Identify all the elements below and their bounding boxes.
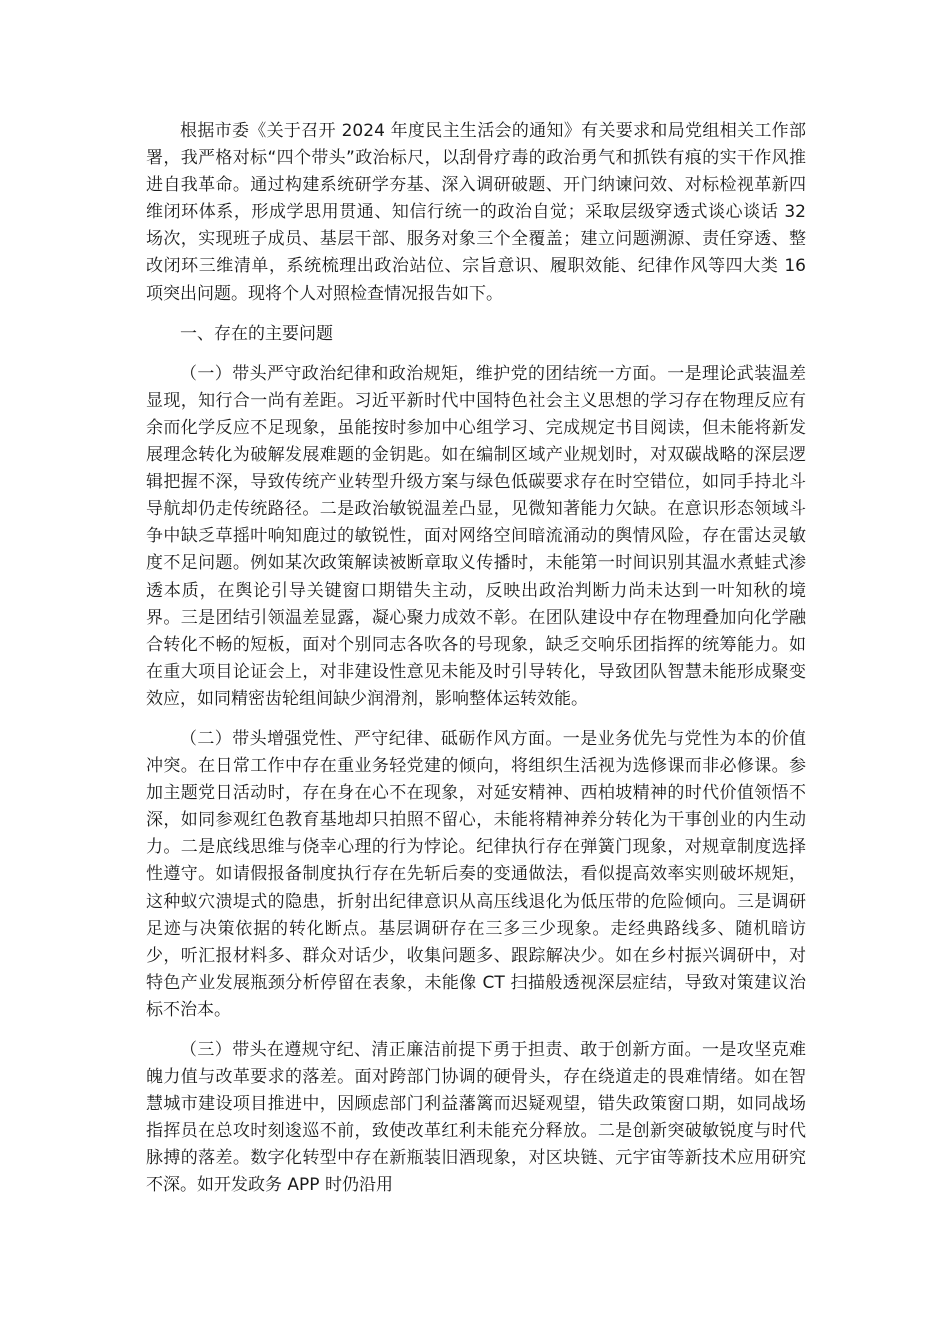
body-paragraph-2: （二）带头增强党性、严守纪律、砥砺作风方面。一是业务优先与党性为本的价值冲突。在日常工作中存在重业务轻党建的倾向，将组织生活视为选修课而非必修课。参加主题党日活动时，存在身在心不在现象，对延安精神、西柏坡精神的时代价值领悟不深，如同参观红色教育基地却只拍照不留心，未能将精神养分转化为干事创业的内生动力。二是底线思维与侥幸心理的行为悖论。纪律执行存在弹簧门现象，对规章制度选择性遵守。如请假报备制度执行存在先斩后奏的变通做法，看似提高效率实则破坏规矩，这种蚁穴溃堤式的隐患，折射出纪律意识从高压线退化为低压带的危险倾向。三是调研足迹与决策依据的转化断点。基层调研存在三多三少现象。走经典路线多、随机暗访少，听汇报材料多、群众对话少，收集问题多、跟踪解决少。如在乡村振兴调研中，对特色产业发展瓶颈分析停留在表象，未能像 CT 扫描般透视深层症结，导致对策建议治标不治本。	[146, 728, 806, 1020]
paragraph-gap	[146, 348, 806, 361]
paragraph-gap	[146, 1024, 806, 1037]
intro-paragraph: 根据市委《关于召开 2024 年度民主生活会的通知》有关要求和局党组相关工作部署，我严格对标“四个带头”政治标尺，以刮骨疗毒的政治勇气和抓铁有痕的实干作风推进自我革命。通过构建系统研学夯基、深入调研破题、开门纳谏问效、对标检视革新四维闭环体系，形成学思用贯通、知信行统一的政治自觉；采取层级穿透式谈心谈话 32 场次，实现班子成员、基层干部、服务对象三个全覆盖；建立问题溯源、责任穿透、整改闭环三维清单，系统梳理出政治站位、宗旨意识、履职效能、纪律作风等四大类 16 项突出问题。现将个人对照检查情况报告如下。	[146, 121, 806, 304]
paragraph-gap	[146, 308, 806, 321]
section-heading: 一、存在的主要问题	[180, 323, 333, 344]
body-paragraph-3: （三）带头在遵规守纪、清正廉洁前提下勇于担责、敢于创新方面。一是攻坚克难魄力值与改革要求的落差。面对跨部门协调的硬骨头，存在绕道走的畏难情绪。如在智慧城市建设项目推进中，因顾虑部门利益藩篱而迟疑观望，错失政策窗口期，如同战场指挥员在总攻时刻逡巡不前，致使改革红利未能充分释放。二是创新突破敏锐度与时代脉搏的落差。数字化转型中存在新瓶装旧酒现象，对区块链、元宇宙等新技术应用研究不深。如开发政务 APP 时仍沿用	[146, 1040, 806, 1196]
body-paragraph-1: （一）带头严守政治纪律和政治规矩，维护党的团结统一方面。一是理论武装温差显现，知行合一尚有差距。习近平新时代中国特色社会主义思想的学习存在物理反应有余而化学反应不足现象，虽能按时参加中心组学习、完成规定书目阅读，但未能将新发展理念转化为破解发展难题的金钥匙。如在编制区域产业规划时，对双碳战略的深层逻辑把握不深，导致传统产业转型升级方案与绿色低碳要求存在时空错位，如同手持北斗导航却仍走传统路径。二是政治敏锐温差凸显，见微知著能力欠缺。在意识形态领域斗争中缺乏草摇叶响知鹿过的敏锐性，面对网络空间暗流涌动的舆情风险，存在雷达灵敏度不足问题。例如某次政策解读被断章取义传播时，未能第一时间识别其温水煮蛙式渗透本质，在舆论引导关键窗口期错失主动，反映出政治判断力尚未达到一叶知秋的境界。三是团结引领温差显露，凝心聚力成效不彰。在团队建设中存在物理叠加向化学融合转化不畅的短板，面对个别同志各吹各的号现象，缺乏交响乐团指挥的统筹能力。如在重大项目论证会上，对非建设性意见未能及时引导转化，导致团队智慧未能形成聚变效应，如同精密齿轮组间缺少润滑剂，影响整体运转效能。	[146, 363, 806, 709]
paragraph-gap	[146, 713, 806, 726]
document-body	[146, 118, 806, 1200]
